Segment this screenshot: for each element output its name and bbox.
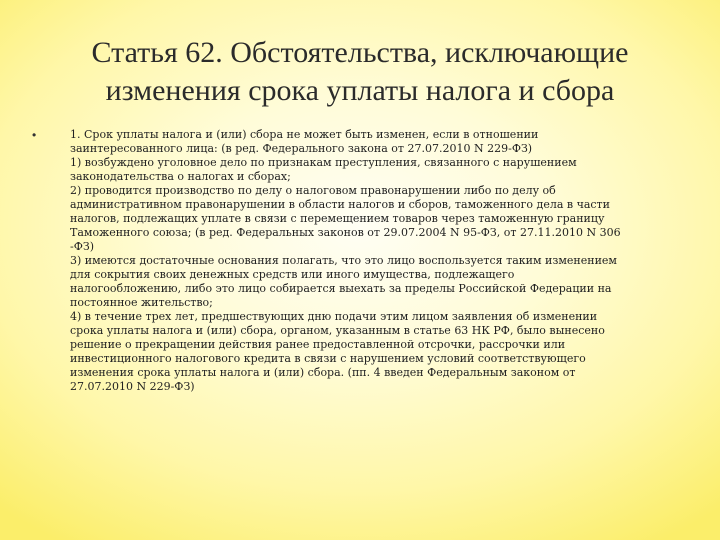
title-line-1: Статья 62. Обстоятельства, исключающие xyxy=(91,36,629,69)
paragraph-item-4: 4) в течение трех лет, предшествующих дню подачи этим лицом заявления об изменении срока уплаты налога и (или) сбора, органом, указанным в статье 63 НК РФ, было вынесено решение о прекращении действия ранее предоставленной отсрочки, рассрочки или инвестиционного налогового кредита в связи с нарушением условий соответствующего изменения срока уплаты налога и (или) сбора. (пп. 4 введен Федеральным законом от 27.07.2010 N 229-ФЗ) xyxy=(70,310,605,393)
bullet-text xyxy=(70,128,674,394)
paragraph-item-2: 2) проводится производство по делу о налоговом правонарушении либо по делу об административном правонарушении в области налогов и сборов, таможенного дела в части налогов, подлежащих уплате в связи с перемещением товаров через таможенную границу Таможенного союза; (в ред. Федеральных законов от 29.07.2004 N 95-ФЗ, от 27.11.2010 N 306 -ФЗ) xyxy=(70,184,621,253)
paragraph-clause-1: 1. Срок уплаты налога и (или) сбора не может быть изменен, если в отношении заинтересованного лица: (в ред. Федерального закона от 27.07.2010 N 229-ФЗ) xyxy=(70,128,539,155)
paragraph-item-1: 1) возбуждено уголовное дело по признакам преступления, связанного с нарушением законодательства о налогах и сборах; xyxy=(70,156,577,183)
paragraph-item-3: 3) имеются достаточные основания полагать, что это лицо воспользуется таким изменением для сокрытия своих денежных средств или иного имущества, подлежащего налогообложению, либо это лицо собирается выехать за пределы Российской Федерации на постоянное жительство; xyxy=(70,254,617,309)
slide-title xyxy=(60,34,660,110)
bullet-marker: • xyxy=(32,128,37,142)
title-line-2: изменения срока уплаты налога и сбора xyxy=(105,74,615,107)
